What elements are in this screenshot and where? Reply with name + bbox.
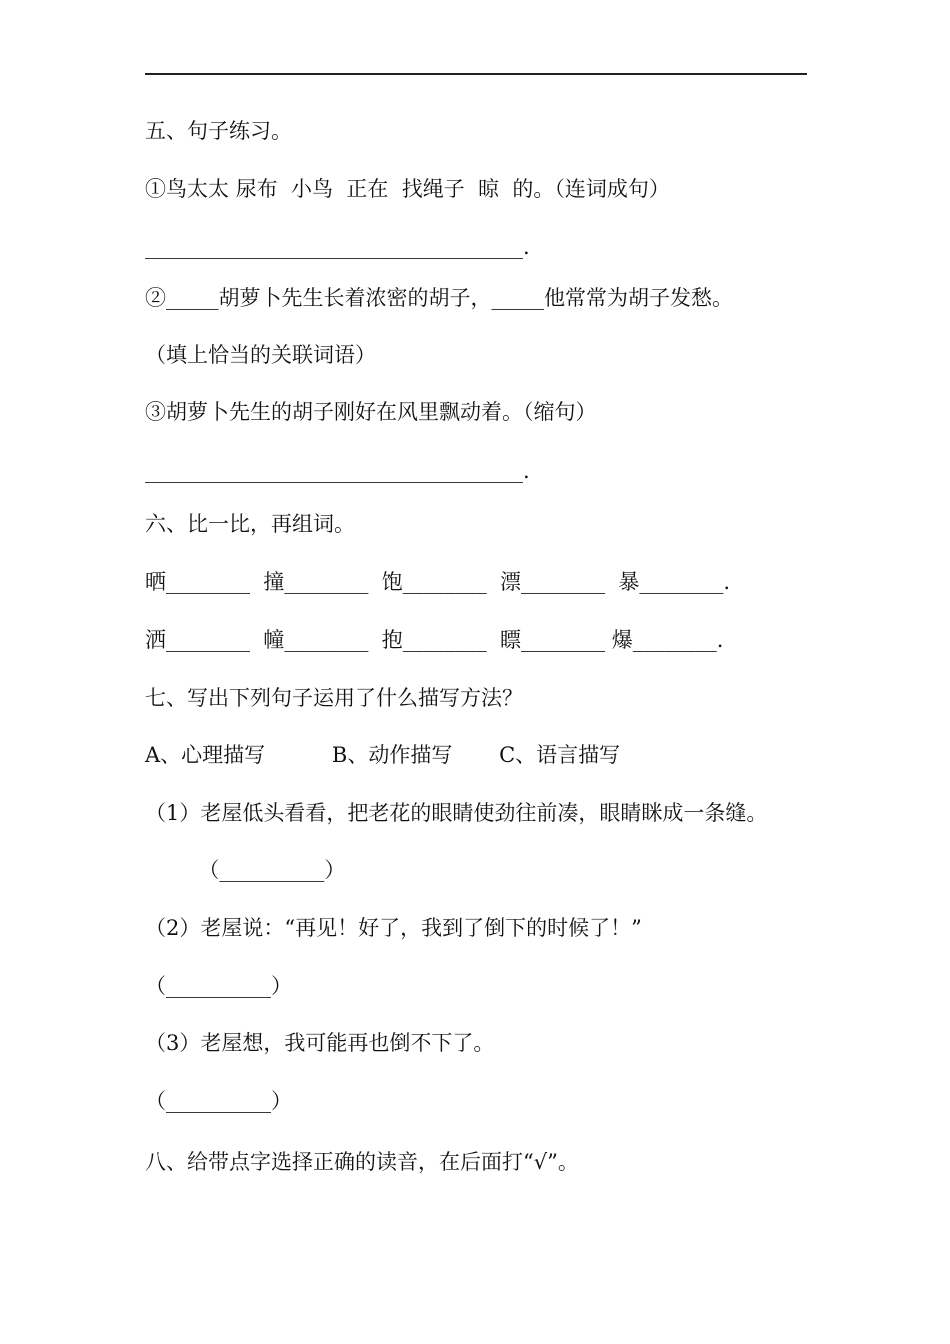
answer-blank-7-2: （__________） — [145, 974, 292, 998]
answer-blank-7-3: （__________） — [145, 1089, 292, 1113]
answer-blank-7-1: （__________） — [145, 858, 346, 882]
section-7-heading: 七、写出下列句子运用了什么描写方法？ — [145, 686, 523, 710]
top-rule — [145, 73, 807, 75]
question-7-1: （1）老屋低头看看，把老花的眼睛使劲往前凑，眼睛眯成一条缝。 — [145, 801, 768, 825]
word-row-1: 晒________ 撞________ 饱________ 漂________ 暴________. — [145, 570, 731, 594]
answer-line-5-1: ____________________________________. — [145, 235, 530, 259]
section-5-heading: 五、句子练习。 — [145, 119, 292, 143]
word-row-2: 洒________ 幢________ 抱________ 瞟________ 爆________. — [145, 628, 724, 652]
question-5-1: ①鸟太太 尿布 小鸟 正在 找绳子 晾 的。（连词成句） — [145, 177, 670, 201]
question-5-3: ③胡萝卜先生的胡子刚好在风里飘动着。（缩句） — [145, 400, 597, 424]
section-6-heading: 六、比一比，再组词。 — [145, 512, 355, 536]
question-7-2: （2）老屋说：“再见！好了，我到了倒下的时候了！” — [145, 916, 642, 940]
method-options: A、心理描写 B、动作描写 C、语言描写 — [145, 743, 621, 767]
question-7-3: （3）老屋想，我可能再也倒不下了。 — [145, 1031, 495, 1055]
question-5-2: ②_____胡萝卜先生长着浓密的胡子，_____他常常为胡子发愁。 — [145, 286, 733, 310]
answer-line-5-3: ____________________________________. — [145, 459, 530, 483]
section-8-heading: 八、给带点字选择正确的读音，在后面打“√”。 — [145, 1150, 579, 1174]
question-5-2-note: （填上恰当的关联词语） — [145, 343, 376, 367]
